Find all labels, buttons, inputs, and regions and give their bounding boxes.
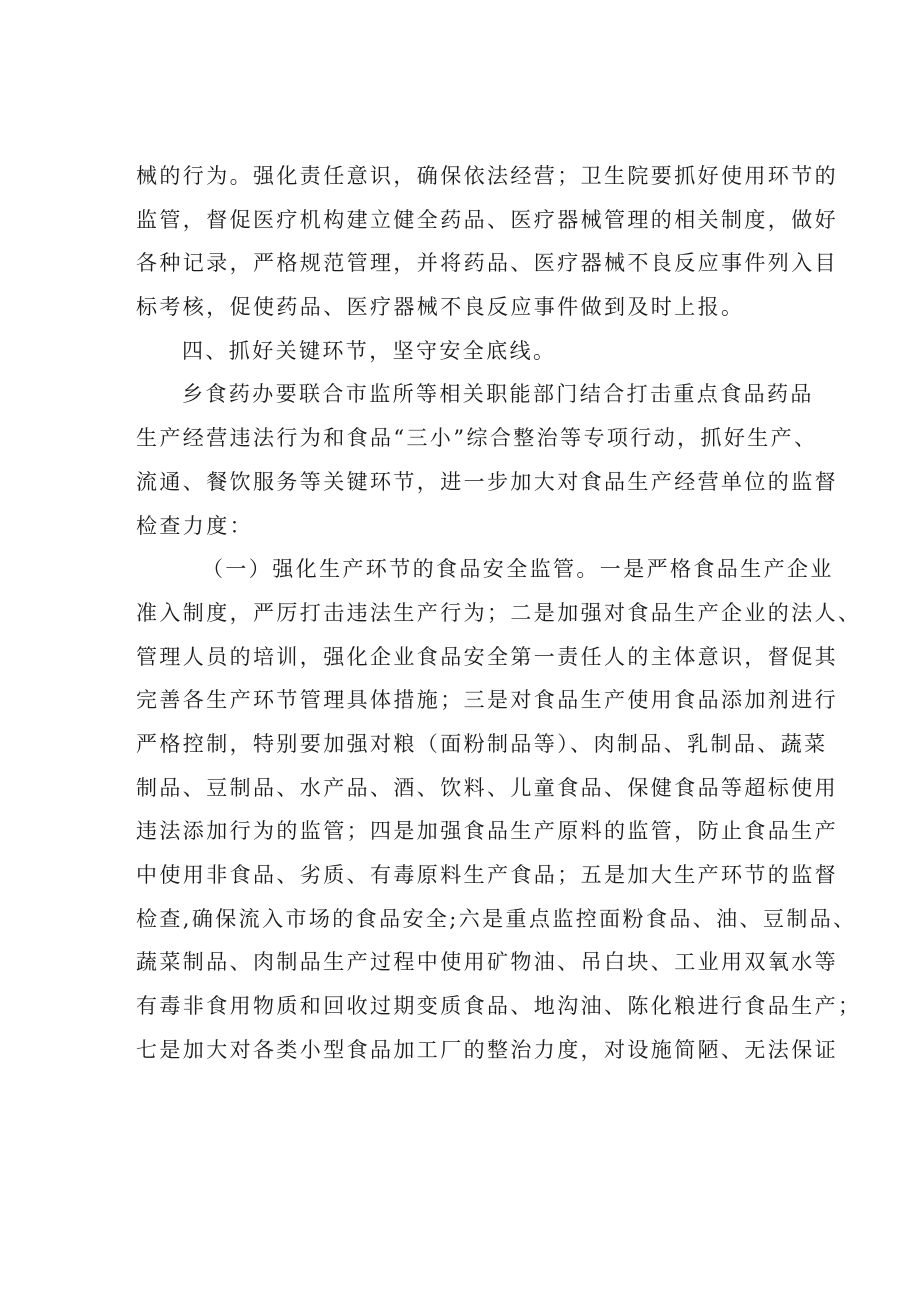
paragraph-line: 严格控制，特别要加强对粮（面粉制品等）、肉制品、乳制品、蔬菜 bbox=[136, 731, 828, 756]
paragraph-line: 乡食药办要联合市监所等相关职能部门结合打击重点食品药品 bbox=[182, 382, 814, 407]
paragraph-line: 中使用非食品、劣质、有毒原料生产食品；五是加大生产环节的监督 bbox=[136, 863, 838, 887]
section-heading: 四、抓好关键环节，坚守安全底线。 bbox=[182, 338, 557, 363]
paragraph-line: 制品、豆制品、水产品、酒、饮料、儿童食品、保健食品等超标使用 bbox=[136, 775, 838, 800]
paragraph-line: 检查,确保流入市场的食品安全;六是重点监控面粉食品、油、豆制品、 bbox=[136, 906, 857, 931]
paragraph-line: 械的行为。强化责任意识，确保依法经营；卫生院要抓好使用环节的 bbox=[136, 164, 838, 188]
paragraph-line: 各种记录，严格规范管理，并将药品、医疗器械不良反应事件列入目 bbox=[136, 251, 838, 276]
paragraph-line: 完善各生产环节管理具体措施；三是对食品生产使用食品添加剂进行 bbox=[136, 688, 838, 713]
subsection-heading: （一）强化生产环节的食品安全监管。一是严格食品生产企业 bbox=[202, 557, 834, 582]
paragraph-line: 蔬菜制品、肉制品生产过程中使用矿物油、吊白块、工业用双氧水等 bbox=[136, 950, 838, 975]
paragraph-line: 监管，督促医疗机构建立健全药品、医疗器械管理的相关制度，做好 bbox=[136, 207, 838, 232]
paragraph-line: 七是加大对各类小型食品加工厂的整治力度，对设施简陋、无法保证 bbox=[136, 1037, 838, 1062]
paragraph-line: 违法添加行为的监管；四是加强食品生产原料的监管，防止食品生产 bbox=[136, 819, 838, 844]
paragraph-line: 检查力度： bbox=[136, 513, 253, 538]
paragraph-line: 准入制度，严厉打击违法生产行为；二是加强对食品生产企业的法人、 bbox=[136, 600, 862, 625]
paragraph-line: 生产经营违法行为和食品“三小”综合整治等专项行动，抓好生产、 bbox=[136, 426, 818, 451]
paragraph-line: 流通、餐饮服务等关键环节，进一步加大对食品生产经营单位的监督 bbox=[136, 469, 838, 494]
paragraph-line: 标考核，促使药品、医疗器械不良反应事件做到及时上报。 bbox=[136, 295, 745, 320]
document-body bbox=[136, 155, 862, 1072]
paragraph-line: 有毒非食用物质和回收过期变质食品、地沟油、陈化粮进行食品生产； bbox=[136, 994, 862, 1019]
paragraph-line: 管理人员的培训，强化企业食品安全第一责任人的主体意识，督促其 bbox=[136, 644, 838, 669]
